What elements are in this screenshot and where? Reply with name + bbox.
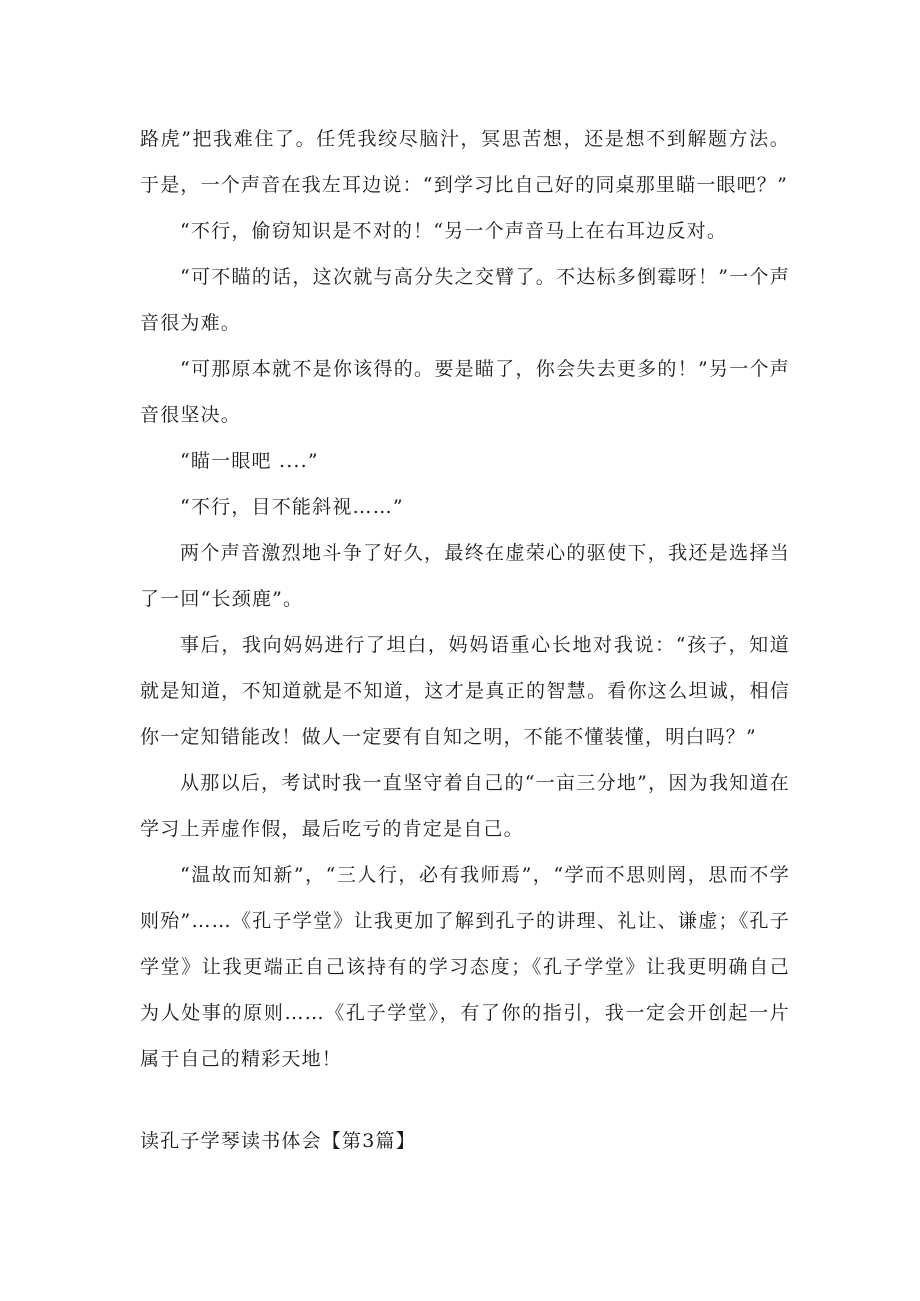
paragraph-dialogue-no: “不行，目不能斜视……” [180,496,404,518]
paragraph-conclusion: “温故而知新”，“三人行，必有我师焉”，“学而不思则罔，思而不学则殆”……《孔子学堂》让我更加了解到孔子的讲理、礼让、谦虚；《孔子学堂》让我更端正自己该持有的学习态度；《孔子学堂》让我更明确自己为人处事的原则……《孔子学堂》，有了你的指引，我一定会开创起一片属于自己的精彩天地！ [140,864,790,1070]
paragraph-dialogue-firm: “可那原本就不是你该得的。要是瞄了，你会失去更多的！”另一个声音很坚决。 [140,358,790,426]
paragraph-struggle: 两个声音激烈地斗争了好久，最终在虚荣心的驱使下，我还是选择当了一回“长颈鹿”。 [140,542,790,610]
article-body [140,116,790,1082]
paragraph-lesson: 从那以后，考试时我一直坚守着自己的“一亩三分地”，因为我知道在学习上弄虚作假，最后吃亏的肯定是自己。 [140,772,790,840]
paragraph-dialogue-peek: “瞄一眼吧 ....” [180,450,319,472]
section-heading: 读孔子学琴读书体会【第3篇】 [140,1130,416,1152]
paragraph-continuation: 路虎”把我难住了。任凭我绞尽脑汁，冥思苦想，还是想不到解题方法。于是，一个声音在我左耳边说：“到学习比自己好的同桌那里瞄一眼吧？” [140,128,790,196]
paragraph-dialogue-temptation: “可不瞄的话，这次就与高分失之交臂了。不达标多倒霉呀！”一个声音很为难。 [140,266,790,334]
paragraph-confession: 事后，我向妈妈进行了坦白，妈妈语重心长地对我说：“孩子，知道就是知道，不知道就是不知道，这才是真正的智慧。看你这么坦诚，相信你一定知错能改！做人一定要有自知之明，不能不懂装懂，明白吗？” [140,634,790,748]
paragraph-dialogue-refuse: “不行，偷窃知识是不对的！“另一个声音马上在右耳边反对。 [180,220,728,242]
